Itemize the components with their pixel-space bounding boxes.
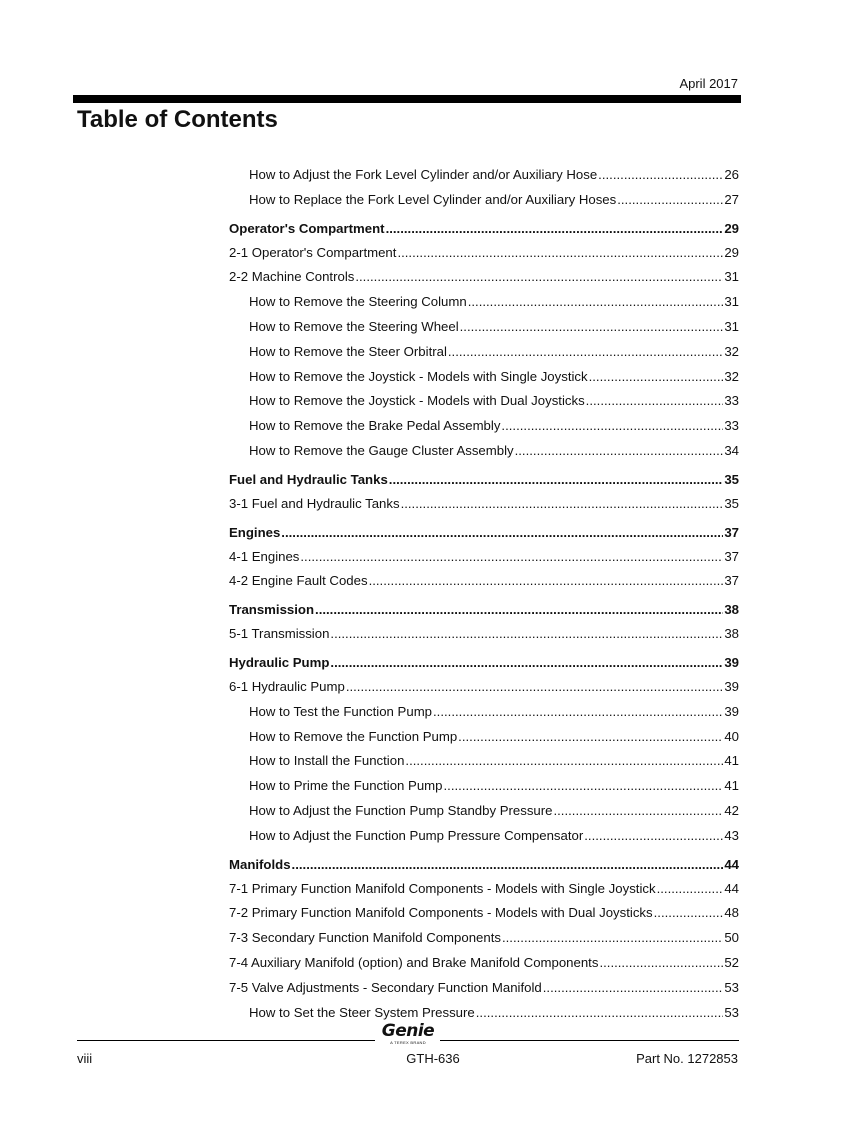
header-rule [73,95,741,103]
toc-entry[interactable] [229,265,739,290]
toc-entry-label: Fuel and Hydraulic Tanks [229,471,388,487]
toc-page-number: 26 [724,167,739,182]
toc-subentry[interactable] [229,290,739,315]
toc-page-number: 40 [724,728,739,744]
toc-entry[interactable] [229,951,739,976]
toc-subentry[interactable] [229,163,739,188]
toc-page-number: 37 [724,524,739,540]
toc-page-number: 44 [724,856,739,872]
toc-page-number: 41 [724,753,739,769]
toc-subentry[interactable] [229,799,739,824]
toc-leader-dots [584,824,723,849]
toc-entry[interactable] [229,976,739,1001]
toc-entry-label: How to Adjust the Function Pump Standby Pressure [249,802,553,818]
toc-page-number: 33 [724,393,739,409]
toc-page-number: 38 [724,626,739,642]
toc-entry-label: How to Remove the Joystick - Models with Dual Joysticks [249,393,585,409]
toc-entry-label: 6-1 Hydraulic Pump [229,678,345,694]
toc-subentry[interactable] [229,414,739,439]
toc-entry-label: 7-2 Primary Function Manifold Components - Models with Dual Joysticks [229,905,653,921]
toc-entry-label: 4-1 Engines [229,548,300,564]
toc-entry-label: 7-4 Auxiliary Manifold (option) and Brake Manifold Components [229,954,599,970]
toc-leader-dots [586,389,724,414]
toc-page-number: 27 [724,191,739,207]
toc-page-number: 31 [724,318,739,334]
toc-entry[interactable] [229,877,739,902]
toc-leader-dots [617,188,723,213]
toc-entry[interactable] [229,492,739,517]
toc-entry-label: How to Remove the Function Pump [249,728,458,744]
toc-leader-dots [346,675,724,700]
toc-leader-dots [589,365,724,390]
toc-leader-dots [543,976,724,1001]
toc-section-entry[interactable] [229,853,739,877]
toc-entry-label: 7-1 Primary Function Manifold Components - Models with Single Joystick [229,880,656,896]
toc-entry-label: How to Adjust the Fork Level Cylinder and/or Auxiliary Hose [249,167,598,182]
toc-page-number: 35 [724,495,739,511]
toc-page-number: 37 [724,548,739,564]
toc-leader-dots [315,598,723,623]
toc-page-number: 43 [724,827,739,843]
toc-subentry[interactable] [229,725,739,750]
toc-subentry[interactable] [229,774,739,799]
toc-entry[interactable] [229,569,739,594]
toc-entry[interactable] [229,926,739,951]
toc-page-number: 52 [724,954,739,970]
toc-entry-label: How to Install the Function [249,753,405,769]
toc-page-number: 33 [724,418,739,434]
toc-leader-dots [401,492,724,517]
toc-subentry[interactable] [229,439,739,464]
toc-entry-label: 7-5 Valve Adjustments - Secondary Function Manifold [229,979,542,995]
toc-leader-dots [386,217,724,242]
logo-wordmark: Genie [381,1021,435,1041]
toc-leader-dots [502,926,723,951]
footer-rule-right [440,1040,739,1041]
toc-entry-label: 3-1 Fuel and Hydraulic Tanks [229,495,400,511]
toc-subentry[interactable] [229,365,739,390]
toc-entry-label: How to Remove the Joystick - Models with Single Joystick [249,368,588,384]
toc-entry-label: 2-2 Machine Controls [229,269,355,285]
toc-entry-label: How to Test the Function Pump [249,703,433,719]
toc-subentry[interactable] [229,315,739,340]
toc-page-number: 29 [724,220,739,236]
toc-section-entry[interactable] [229,217,739,241]
toc-entry[interactable] [229,545,739,570]
toc-leader-dots [444,774,724,799]
toc-leader-dots [397,241,723,266]
toc-entry[interactable] [229,901,739,926]
toc-entry-label: Hydraulic Pump [229,654,330,670]
toc-leader-dots [515,439,724,464]
toc-page-number: 53 [724,979,739,995]
toc-leader-dots [501,414,723,439]
toc-leader-dots [476,1001,724,1026]
toc-entry-label: How to Remove the Steering Column [249,294,467,310]
toc-entry-label: How to Remove the Brake Pedal Assembly [249,418,501,434]
toc-entry-label: How to Remove the Steer Orbitral [249,343,447,359]
toc-entry[interactable] [229,622,739,647]
toc-subentry[interactable] [229,824,739,849]
toc-leader-dots [468,290,724,315]
toc-section-entry[interactable] [229,651,739,675]
toc-entry-label: How to Adjust the Function Pump Pressure Compensator [249,827,584,843]
toc-section-entry[interactable] [229,598,739,622]
toc-section-entry[interactable] [229,468,739,492]
toc-leader-dots [599,951,723,976]
toc-page-number: 53 [724,1004,739,1020]
toc-leader-dots [300,545,723,570]
toc-entry-label: Transmission [229,602,315,618]
toc-page-number: 41 [724,778,739,794]
toc-page-number: 37 [724,573,739,589]
toc-leader-dots [330,651,723,676]
toc-entry-label: How to Replace the Fork Level Cylinder and/or Auxiliary Hoses [249,191,617,207]
toc-leader-dots [389,468,724,493]
footer-rule-left [77,1040,375,1041]
toc-leader-dots [654,901,724,926]
footer-page-number: viii [77,1051,93,1066]
toc-subentry[interactable] [229,1001,739,1026]
toc-entry-label: Engines [229,524,281,540]
toc-leader-dots [448,340,723,365]
toc-page-number: 44 [724,880,739,896]
toc-page-number: 39 [724,654,739,670]
toc-leader-dots [458,725,723,750]
footer-part-number: Part No. 1272853 [636,1051,738,1066]
toc-page-number: 31 [724,269,739,285]
toc-page-number: 32 [724,343,739,359]
toc-entry[interactable] [229,675,739,700]
toc-entry-label: 2-1 Operator's Compartment [229,244,397,260]
logo-tagline: A TEREX BRAND [390,1040,426,1045]
toc-subentry[interactable] [229,389,739,414]
page-title: Table of Contents [77,106,278,133]
toc-subentry[interactable] [229,749,739,774]
toc-page-number: 34 [724,442,739,458]
toc-entry-label: How to Prime the Function Pump [249,778,443,794]
toc-leader-dots [405,749,723,774]
toc-entry-label: 7-3 Secondary Function Manifold Components [229,930,501,946]
toc-entry-label: How to Remove the Gauge Cluster Assembly [249,442,514,458]
toc-page-number: 32 [724,368,739,384]
toc-page-number: 50 [724,930,739,946]
toc-entry-label: How to Remove the Steering Wheel [249,318,459,334]
toc-leader-dots [355,265,723,290]
toc-page-number: 39 [724,678,739,694]
toc-page-number: 39 [724,703,739,719]
table-of-contents [229,163,739,1025]
toc-page-number: 42 [724,802,739,818]
toc-entry[interactable] [229,241,739,266]
toc-entry-label: Manifolds [229,856,291,872]
toc-leader-dots [292,853,724,878]
toc-page-number: 38 [724,602,739,618]
toc-page-number: 29 [724,244,739,260]
toc-page-number: 31 [724,294,739,310]
toc-entry-label: How to Set the Steer System Pressure [249,1004,475,1020]
toc-leader-dots [553,799,723,824]
footer-model: GTH-636 [406,1051,460,1066]
toc-leader-dots [369,569,724,594]
toc-leader-dots [330,622,723,647]
toc-leader-dots [281,521,723,546]
toc-entry-label: 4-2 Engine Fault Codes [229,573,368,589]
toc-entry-label: Operator's Compartment [229,220,385,236]
header-date: April 2017 [679,76,738,91]
toc-entry-label: 5-1 Transmission [229,626,330,642]
toc-subentry[interactable] [229,340,739,365]
toc-leader-dots [460,315,724,340]
toc-subentry[interactable] [229,188,739,213]
toc-subentry[interactable] [229,700,739,725]
toc-page-number: 48 [724,905,739,921]
toc-leader-dots [598,163,723,188]
toc-leader-dots [657,877,724,902]
toc-leader-dots [433,700,723,725]
toc-page-number: 35 [724,471,739,487]
toc-section-entry[interactable] [229,521,739,545]
genie-logo [381,1022,435,1045]
